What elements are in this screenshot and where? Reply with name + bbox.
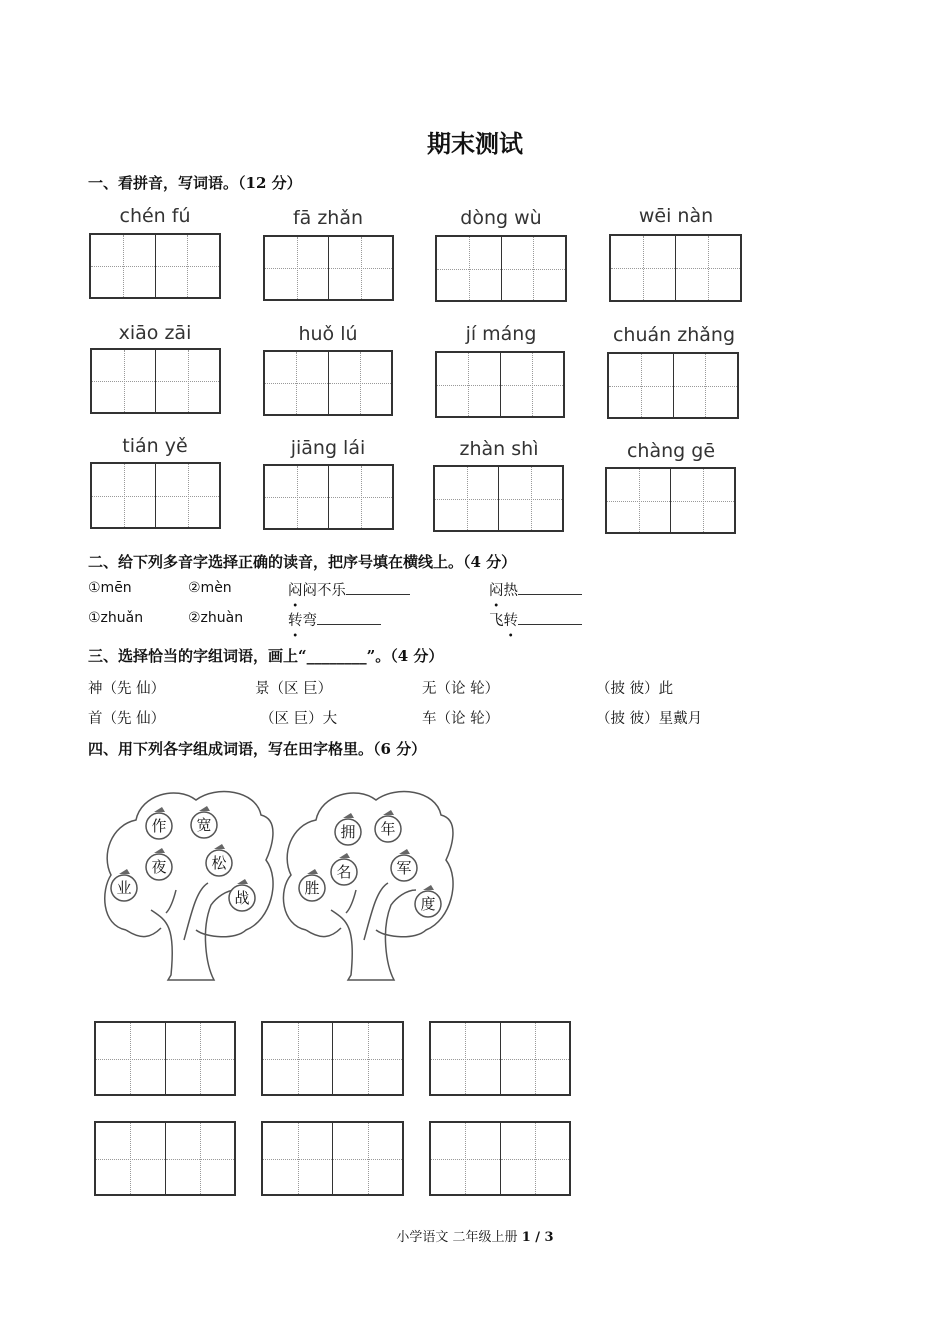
writing-grid[interactable] xyxy=(261,1021,404,1096)
apple-char: 度 xyxy=(420,895,436,913)
pinyin-label: chuán zhǎng xyxy=(612,324,735,346)
pinyin-label: tián yě xyxy=(122,435,188,457)
pinyin-label: wēi nàn xyxy=(638,205,714,227)
word-rest: 弯 xyxy=(302,613,317,629)
writing-grid[interactable] xyxy=(605,467,736,534)
apple-char: 松 xyxy=(211,854,227,872)
apple-char: 胜 xyxy=(304,879,320,897)
pinyin-label: jiāng lái xyxy=(290,437,366,459)
choice-item[interactable]: 景（区 巨） xyxy=(255,681,333,697)
word-pre: 飞 xyxy=(489,613,504,629)
fill-item xyxy=(489,579,582,600)
fill-item xyxy=(288,609,381,630)
apple-char: 年 xyxy=(380,820,396,838)
answer-blank[interactable] xyxy=(346,580,410,595)
pinyin-label: fā zhǎn xyxy=(292,207,364,229)
answer-blank[interactable] xyxy=(518,580,582,595)
apple-char: 夜 xyxy=(151,858,167,876)
dotted-char: 闷 xyxy=(489,583,504,599)
writing-grid[interactable] xyxy=(90,348,221,414)
page-footer xyxy=(0,1226,950,1245)
dotted-char: 闷 xyxy=(288,583,303,599)
choice-item[interactable]: （披 彼）星戴月 xyxy=(596,711,703,727)
apple-char: 名 xyxy=(336,863,352,881)
apple-char: 业 xyxy=(116,879,132,897)
writing-grid[interactable] xyxy=(261,1121,404,1196)
pinyin-label: xiāo zāi xyxy=(118,322,192,344)
apple-char: 军 xyxy=(396,859,412,877)
writing-grid[interactable] xyxy=(429,1021,571,1096)
pinyin-label: chàng gē xyxy=(626,440,716,462)
section1-heading: 一、看拼音，写词语。（12 分） xyxy=(88,174,302,192)
reading-option: ②mèn xyxy=(188,580,232,596)
writing-grid[interactable] xyxy=(263,350,393,416)
apple-char: 宽 xyxy=(196,816,212,834)
choice-item[interactable]: 神（先 仙） xyxy=(88,681,166,697)
reading-option: ①zhuǎn xyxy=(88,610,144,626)
trees-illustration xyxy=(96,780,471,1000)
writing-grid[interactable] xyxy=(94,1021,236,1096)
writing-grid[interactable] xyxy=(263,464,394,530)
fill-item xyxy=(288,579,410,600)
writing-grid[interactable] xyxy=(607,352,739,419)
word-rest: 闷不乐 xyxy=(302,583,346,599)
page-title: 期末测试 xyxy=(427,129,523,158)
reading-option: ①mēn xyxy=(88,580,132,596)
fill-item xyxy=(489,609,582,630)
dotted-char: 转 xyxy=(503,613,518,629)
reading-option: ②zhuàn xyxy=(188,610,244,626)
writing-grid[interactable] xyxy=(429,1121,571,1196)
apple-char: 拥 xyxy=(340,823,356,841)
apple-char: 作 xyxy=(151,817,167,835)
writing-grid[interactable] xyxy=(90,462,221,529)
choice-item[interactable]: （区 巨）大 xyxy=(260,711,338,727)
choice-item[interactable]: （披 彼）此 xyxy=(596,681,674,697)
dotted-char: 转 xyxy=(288,613,303,629)
page-number: 1 / 3 xyxy=(521,1230,554,1245)
section3-heading: 三、选择恰当的字组词语，画上“________”。（4 分） xyxy=(88,647,444,665)
section2-heading: 二、给下列多音字选择正确的读音，把序号填在横线上。（4 分） xyxy=(88,553,517,571)
choice-item[interactable]: 无（论 轮） xyxy=(422,681,500,697)
writing-grid[interactable] xyxy=(89,233,221,299)
writing-grid[interactable] xyxy=(94,1121,236,1196)
pinyin-label: jí máng xyxy=(465,323,537,345)
choice-item[interactable]: 车（论 轮） xyxy=(422,711,500,727)
writing-grid[interactable] xyxy=(263,235,394,301)
footer-text: 小学语文 二年级上册 xyxy=(396,1230,518,1245)
pinyin-label: dòng wù xyxy=(460,207,542,229)
answer-blank[interactable] xyxy=(518,610,582,625)
pinyin-label: zhàn shì xyxy=(459,438,539,460)
word-rest: 热 xyxy=(503,583,518,599)
choice-item[interactable]: 首（先 仙） xyxy=(88,711,166,727)
apple-char: 战 xyxy=(234,889,250,907)
pinyin-label: chén fú xyxy=(119,205,191,227)
writing-grid[interactable] xyxy=(435,235,567,302)
writing-grid[interactable] xyxy=(433,465,564,532)
writing-grid[interactable] xyxy=(609,234,742,302)
section4-heading: 四、用下列各字组成词语，写在田字格里。（6 分） xyxy=(88,740,427,758)
pinyin-label: huǒ lú xyxy=(298,323,358,345)
writing-grid[interactable] xyxy=(435,351,565,418)
answer-blank[interactable] xyxy=(317,610,381,625)
